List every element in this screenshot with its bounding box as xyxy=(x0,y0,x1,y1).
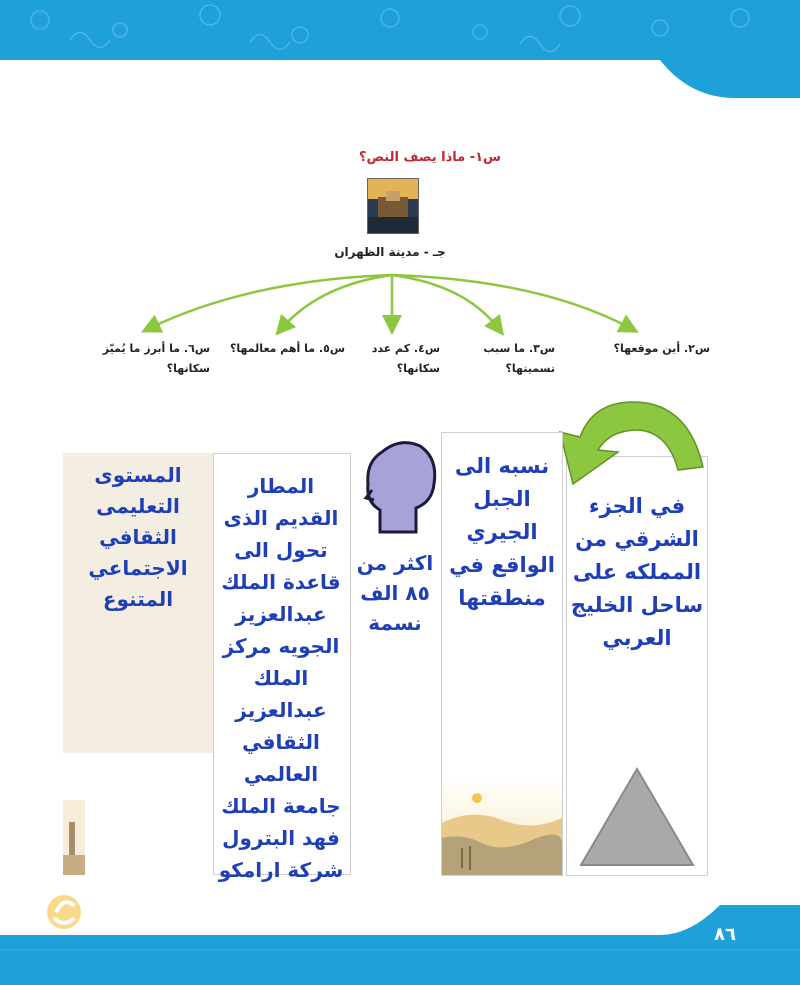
answer-card-population xyxy=(350,430,438,875)
curved-arrow xyxy=(548,392,708,492)
sub-question-2: س٢. أين موقعها؟ xyxy=(613,342,710,355)
sub-question-6: س٦. ما أبرز ما يُميّز سكانها؟ xyxy=(102,342,210,375)
answer-location: في الجزء الشرقي من المملكه على ساحل الخليج العربي xyxy=(570,494,704,650)
desert-scene xyxy=(442,778,562,875)
sub-question-3: س٣. ما سبب تسميتها؟ xyxy=(483,342,555,375)
footer-band xyxy=(0,905,800,985)
dhahran-photo xyxy=(367,178,419,234)
header-band xyxy=(0,0,800,98)
sub-question-5: س٥. ما أهم معالمها؟ xyxy=(230,342,345,355)
main-answer: جـ - مدينة الظهران xyxy=(334,245,446,259)
triangle-shape xyxy=(579,767,695,867)
main-question: س١- ماذا يصف النص؟ xyxy=(358,150,501,165)
person-head-icon xyxy=(360,432,438,540)
sub-question-4: س٤. كم عدد سكانها؟ xyxy=(371,342,440,375)
branch-arrows xyxy=(130,270,650,340)
answer-population: اكثر من ٨٥ الف نسمة xyxy=(356,551,434,635)
factory-scene xyxy=(63,800,85,875)
answer-landmarks: المطار القديم الذى تحول الى قاعدة الملك عبدالعزيز الجويه مركز الملك عبدالعزيز الثقافي العالمي جامعة الملك فهد البترول شركة ارامكو xyxy=(218,474,344,882)
answer-features: المستوى التعليمى الثقافي الاجتماعي المتنوع xyxy=(88,463,188,611)
answer-naming: نسبه الى الجبل الجيري الواقع في منطقتها xyxy=(449,454,555,610)
page-number: ٨٦ xyxy=(714,924,736,945)
